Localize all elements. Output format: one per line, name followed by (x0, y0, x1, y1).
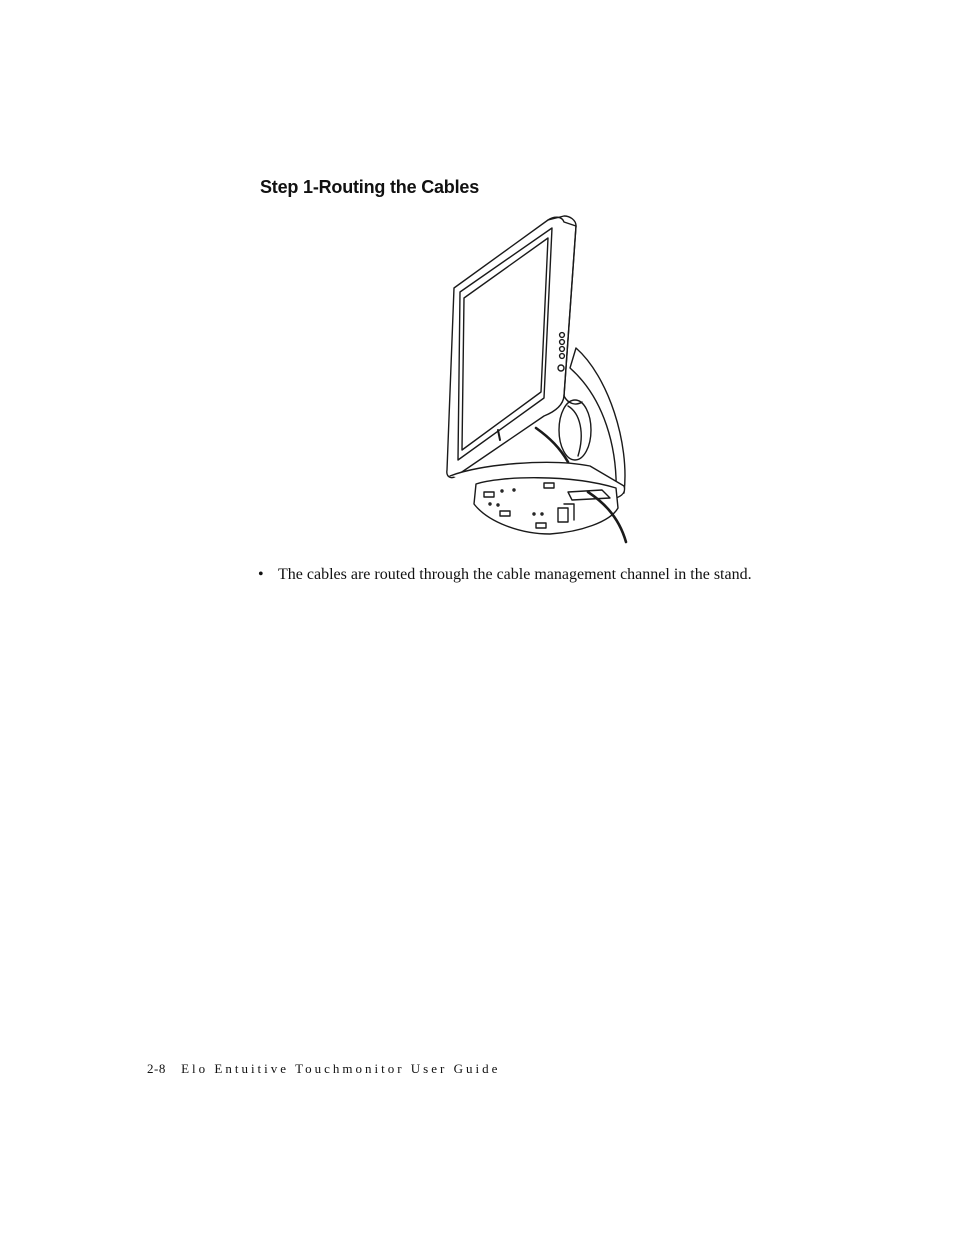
list-item (258, 566, 752, 584)
cable-channel-opening (559, 400, 591, 460)
page-number: 2-8 (147, 1061, 166, 1076)
page-footer (147, 1061, 500, 1077)
bullet-text: The cables are routed through the cable management channel in the stand. (278, 566, 752, 583)
guide-title: Elo Entuitive Touchmonitor User Guide (181, 1061, 501, 1076)
bullet-mark: • (258, 566, 264, 583)
section-heading: Step 1-Routing the Cables (260, 177, 480, 197)
bullet-list (258, 566, 752, 584)
monitor-cable-routing-illustration (440, 208, 640, 553)
